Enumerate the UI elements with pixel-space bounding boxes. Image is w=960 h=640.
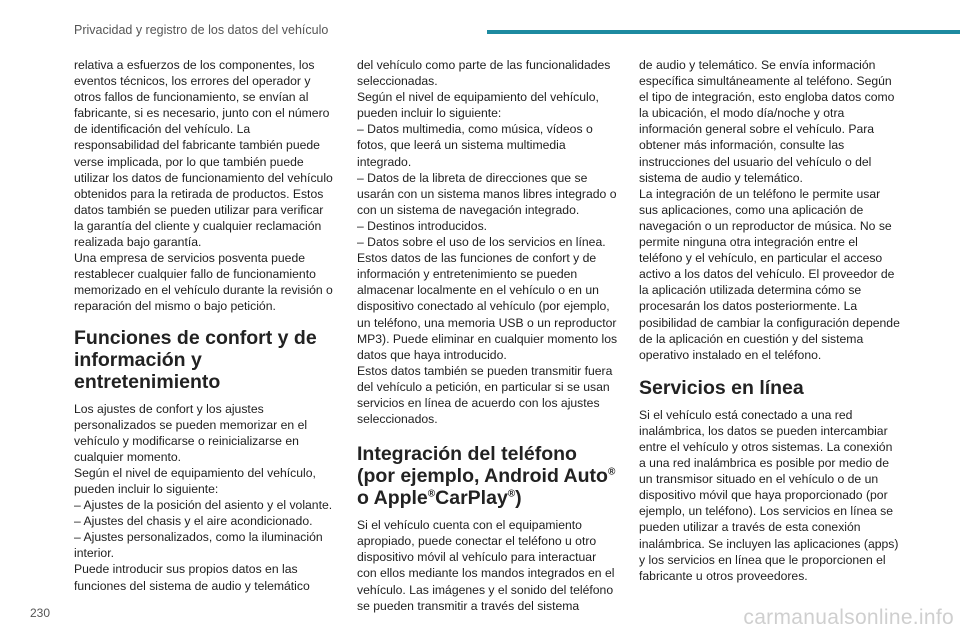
heading-text: CarPlay: [435, 487, 508, 510]
header-accent-bar: [487, 30, 960, 34]
section-heading-confort: Funciones de confort y de información y entretenimiento: [74, 326, 317, 393]
column-3: [639, 57, 901, 584]
page-number: 230: [30, 606, 51, 620]
paragraph: del vehículo como parte de las funcionalidades seleccionadas.: [357, 58, 611, 89]
registered-mark: ®: [607, 466, 616, 478]
column-2: [357, 57, 619, 614]
section-heading-phone-integration: [357, 443, 619, 509]
paragraph: Si el vehículo cuenta con el equipamiento apropiado, puede conectar el teléfono u otro dispositivo móvil al vehículo para interactuar con ellos mediante los mandos integrados en el vehículo. Las imágenes y el sonido del teléfono se pueden transmitir a través del sistema: [357, 518, 615, 613]
registered-mark: ®: [427, 488, 436, 500]
list-item: – Datos de la libreta de direcciones que se usarán con un sistema manos libres integrado o con un sistema de navegación integrado.: [357, 170, 617, 217]
paragraph: Según el nivel de equipamiento del vehículo, pueden incluir lo siguiente:: [74, 465, 316, 496]
section-heading-online-services: Servicios en línea: [639, 376, 804, 399]
list-item: – Ajustes personalizados, como la iluminación interior.: [74, 530, 323, 561]
list-item: – Datos multimedia, como música, vídeos o fotos, que leerá un sistema multimedia integrado.: [357, 122, 593, 169]
watermark: carmanualsonline.info: [743, 606, 954, 629]
paragraph: Estos datos también se pueden transmitir fuera del vehículo a petición, en particular si se usan servicios en línea de acuerdo con los ajustes seleccionados.: [357, 363, 613, 427]
registered-mark: ®: [507, 488, 516, 500]
paragraph: Una empresa de servicios posventa puede restablecer cualquier fallo de funcionamiento memorizado en el vehículo durante la revisión o reparación del mismo o bajo petición.: [74, 251, 333, 314]
heading-text: ): [515, 487, 522, 510]
paragraph: Puede introducir sus propios datos en las funciones del sistema de audio y telemático: [74, 562, 310, 593]
list-item: – Datos sobre el uso de los servicios en línea.: [357, 235, 606, 250]
paragraph: Si el vehículo está conectado a una red inalámbrica, los datos se pueden intercambiar entre el vehículo y otros sistemas. La conexión a una red inalámbrica es posible por medio de un transmisor situado en el vehículo o de un dispositivo móvil que haya proporcionado (por ejemplo, un teléfono). Los servicios en línea se pueden utilizar a través de esta conexión inalámbrica. Se incluyen las aplicaciones (apps) y los servicios en línea que le proporcionen el fabricante u otros proveedores.: [639, 407, 899, 583]
list-item: – Ajustes de la posición del asiento y el volante.: [74, 498, 333, 513]
heading-text: Integración del teléfono (por ejemplo, Android Auto: [357, 443, 608, 488]
heading-text: o Apple: [357, 487, 428, 510]
paragraph: relativa a esfuerzos de los componentes, los eventos técnicos, los errores del operador y otros fallos de funcionamiento, se envían al fabricante, si es necesario, junto con el número de identificación del vehículo. La responsabilidad del fabricante también puede verse implicada, por lo que también puede utilizar los datos de funcionamiento del vehículo obtenidos para la retirada de productos. Estos datos también se pueden utilizar para verificar la garantía del cliente y cualquier reclamación realizada bajo garantía.: [74, 58, 333, 250]
paragraph: Estos datos de las funciones de confort y de información y entretenimiento se pueden almacenar localmente en el vehículo o en un dispositivo conectado al vehículo (por ejemplo, un teléfono, una memoria USB o un reproductor MP3). Puede eliminar en cualquier momento los datos que haya introducido.: [357, 251, 618, 362]
paragraph: Según el nivel de equipamiento del vehículo, pueden incluir lo siguiente:: [357, 90, 599, 121]
running-header: Privacidad y registro de los datos del vehículo: [74, 23, 329, 37]
paragraph: de audio y telemático. Se envía información específica simultáneamente al teléfono. Según el tipo de integración, esto engloba datos como la ubicación, el modo día/noche y otra información general sobre el vehículo. Para obtener más información, consulte las instrucciones del usuario del vehículo o del sistema de audio y telemático.: [639, 58, 895, 185]
paragraph: Los ajustes de confort y los ajustes personalizados se pueden memorizar en el vehículo y modificarse o reinicializarse en cualquier momento.: [74, 401, 308, 464]
paragraph: La integración de un teléfono le permite usar sus aplicaciones, como una aplicación de navegación o un reproductor de música. No se permite ninguna otra integración entre el teléfono y el vehículo, en particular el acceso activo a los datos del vehículo. El proveedor de la aplicación utilizada determina cómo se procesarán los datos posteriormente. La posibilidad de cambiar la configuración depende de la aplicación en cuestión y del sistema operativo instalado en el teléfono.: [639, 186, 900, 362]
list-item: – Destinos introducidos.: [357, 218, 488, 233]
list-item: – Ajustes del chasis y el aire acondicionado.: [74, 514, 313, 529]
column-1: [74, 57, 336, 594]
